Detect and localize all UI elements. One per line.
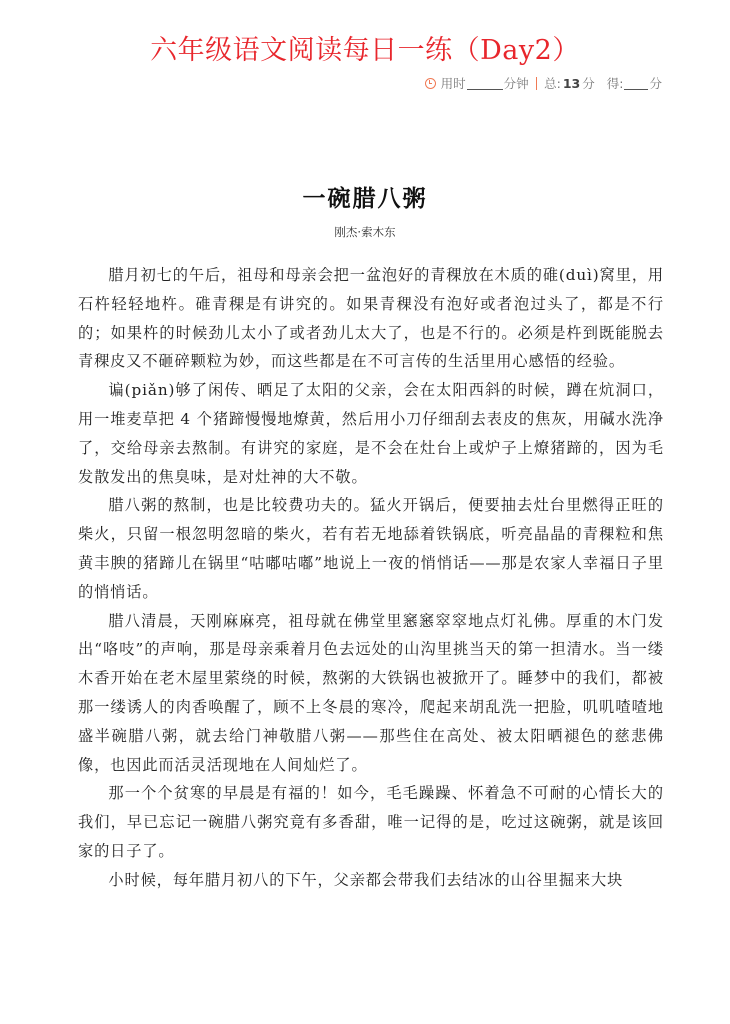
time-unit: 分钟 [503,76,529,91]
divider [536,77,538,90]
total-unit: 分 [582,76,595,91]
score-label: 得: [606,76,624,91]
paragraph: 小时候，每年腊月初八的下午，父亲都会带我们去结冰的山谷里掘来大块 [108,870,624,889]
time-label: 用时 [440,76,466,91]
paragraph: 腊八粥的熬制，也是比较费功夫的。猛火开锅后，便要抽去灶台里燃得正旺的柴火，只留一根忽明忽暗的柴火，若有若无地舔着铁锅底，听亮晶晶的青稞粒和焦黄丰腴的猪蹄儿在锅里“咕嘟咕嘟”地说上一夜的悄悄话——那是农家人幸福日子里的悄悄话。 [78,496,664,601]
article-title: 一碗腊八粥 [302,185,428,212]
score-info-bar [425,74,662,92]
total-label: 总: [544,76,561,91]
paragraph: 那一个个贫寒的早晨是有福的！如今，毛毛躁躁、怀着急不可耐的心情长大的我们，早已忘记一碗腊八粥究竟有多香甜，唯一记得的是，吃过这碗粥，就是该回家的日子了。 [78,784,664,860]
article-body [78,261,664,895]
article-author: 刚杰·索木东 [334,225,396,239]
paragraph: 谝(piǎn)够了闲传、晒足了太阳的父亲，会在太阳西斜的时候，蹲在炕洞口，用一堆麦草把 4 个猪蹄慢慢地燎黄，然后用小刀仔细刮去表皮的焦灰，用碱水洗净了，交给母亲去熬制。有讲究的家庭，是不会在灶台上或炉子上燎猪蹄的，因为毛发散发出的焦臭味，是对灶神的大不敬。 [78,381,664,486]
score-blank[interactable] [624,77,648,90]
paragraph: 腊八清晨，天刚麻麻亮，祖母就在佛堂里窸窸窣窣地点灯礼佛。厚重的木门发出“咯吱”的声响，那是母亲乘着月色去远处的山沟里挑当天的第一担清水。当一缕木香开始在老木屋里萦绕的时候，熬粥的大铁锅也被掀开了。睡梦中的我们，都被那一缕诱人的肉香唤醒了，顾不上冬晨的寒冷，爬起来胡乱洗一把脸，叽叽喳喳地盛半碗腊八粥，就去给门神敬腊八粥——那些住在高处、被太阳晒褪色的慈悲佛像，也因此而活灵活现地在人间灿烂了。 [78,611,664,774]
time-blank[interactable] [467,77,503,90]
worksheet-title: 六年级语文阅读每日一练（Day2） [150,35,580,66]
paragraph: 腊月初七的午后，祖母和母亲会把一盆泡好的青稞放在木质的碓(duì)窝里，用石杵轻轻地杵。碓青稞是有讲究的。如果青稞没有泡好或者泡过头了，都是不行的；如果杵的时候劲儿太小了或者劲儿太大了，也是不行的。必须是杵到既能脱去青稞皮又不砸碎颗粒为妙，而这些都是在不可言传的生活里用心感悟的经验。 [78,266,664,371]
total-score: 13 [562,75,581,91]
score-unit: 分 [649,76,662,91]
clock-icon [425,78,436,89]
